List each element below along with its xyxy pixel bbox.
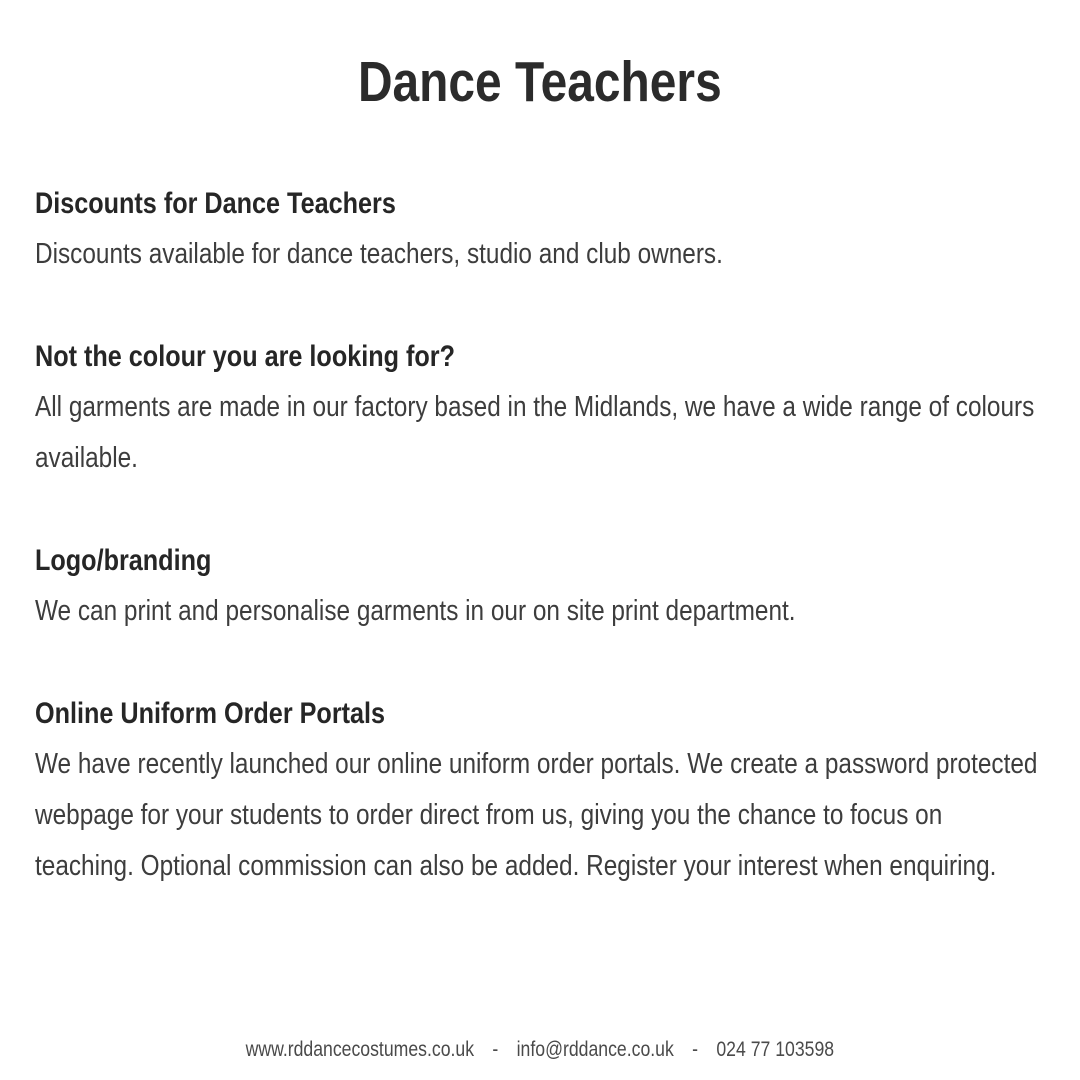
section-body: Discounts available for dance teachers, studio and club owners. [35,238,723,270]
footer-email: info@rddance.co.uk [516,1038,674,1061]
footer [35,1036,1045,1064]
section-body: We have recently launched our online uniform order portals. We create a password protected webpage for your students to order direct from us, giving you the chance to focus on teaching. Optional commission can also be added. Register your interest when enquiring. [35,748,1038,882]
flyer-content [35,0,1045,1080]
section-body: All garments are made in our factory based in the Midlands, we have a wide range of colours available. [35,391,1035,474]
footer-phone: 024 77 103598 [716,1038,835,1061]
section-heading: Logo/branding [35,544,212,577]
footer-website: www.rddancecostumes.co.uk [245,1038,475,1061]
section-heading: Not the colour you are looking for? [35,340,456,373]
section-logo-branding [35,535,1045,637]
section-colours [35,331,1045,484]
section-heading: Discounts for Dance Teachers [35,187,396,220]
footer-separator: - [492,1038,499,1061]
section-order-portals [35,688,1045,892]
section-heading: Online Uniform Order Portals [35,697,386,730]
page-title: Dance Teachers [357,50,722,114]
section-body: We can print and personalise garments in our on site print department. [35,595,796,627]
section-discounts [35,178,1045,280]
footer-separator: - [692,1038,699,1061]
